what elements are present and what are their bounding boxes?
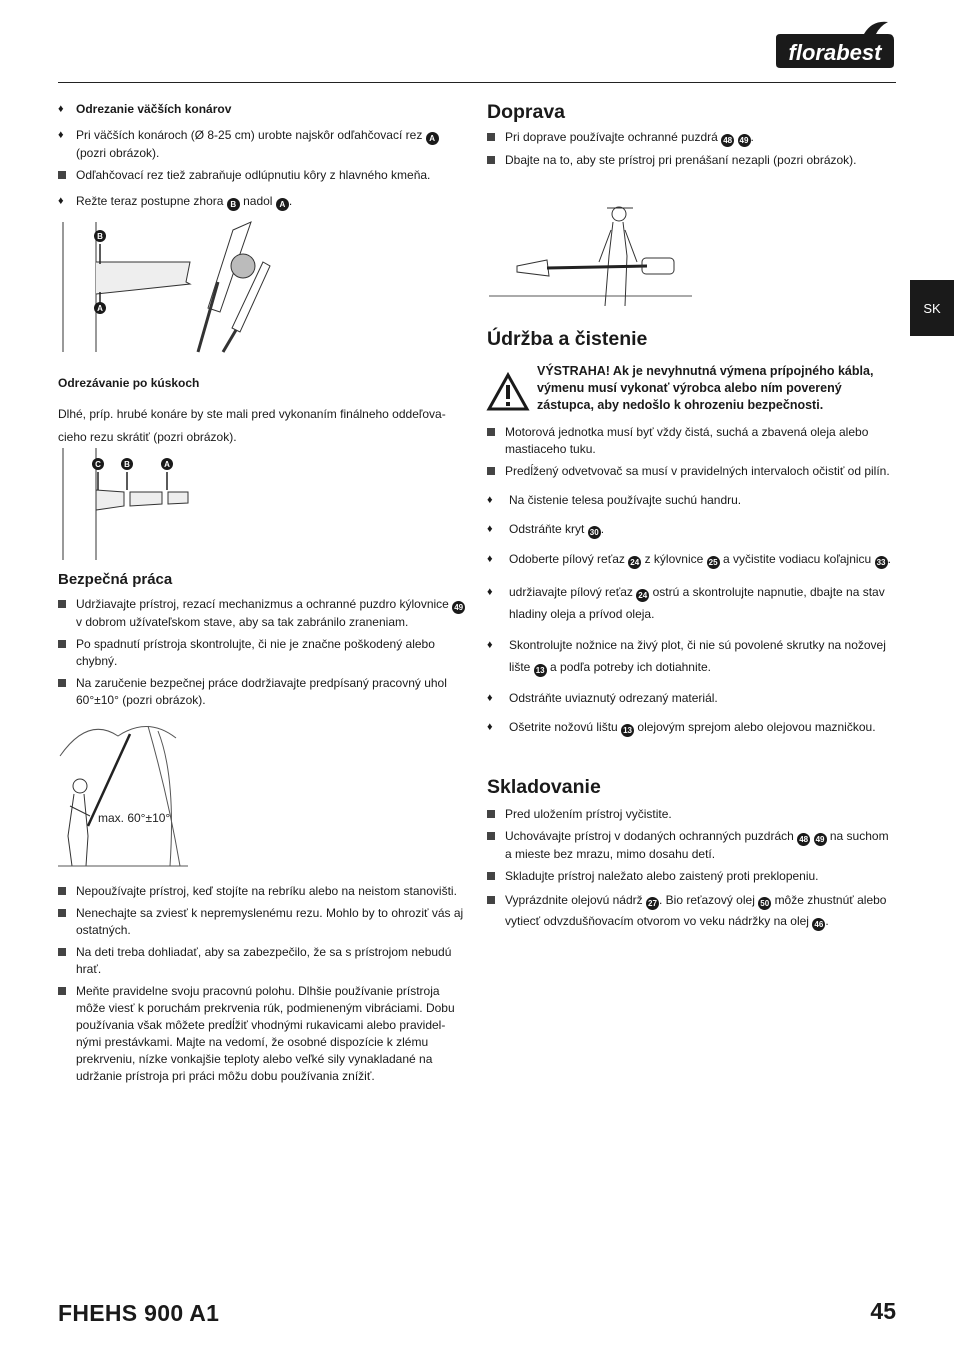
circle-label-a: A xyxy=(426,132,439,145)
circle-number: 24 xyxy=(628,556,641,569)
sklad-s4b: . Bio reťazový olej xyxy=(658,893,755,907)
odrezanie-title: Odrezanie väčších konárov xyxy=(76,102,232,116)
circle-number: 50 xyxy=(758,897,771,910)
square-bullet-icon xyxy=(58,600,66,608)
diamond-bullet-icon: ♦ xyxy=(487,586,493,598)
florabest-logo xyxy=(772,18,896,70)
bezpecna-b7: Meňte pravidelne svoju pracovnú polohu. Dlhšie používanie prístroja môže viesť k poruchám prekrvenia rúk, podmieneným vibráciami. Dobu používania však môžete predĺžiť vhodnými rukavicami alebo pravidel-nými prestávkami. Majte na vedomí, že osobné dispozície k zlému prekrveniu, nízke vonkajšie teploty alebo veľké sily vynakladané na udržanie prístroja pri práci môžu dobu používania znížiť. xyxy=(76,984,455,1083)
square-bullet-icon xyxy=(487,832,495,840)
page-number: 45 xyxy=(870,1298,896,1324)
doprava-d1a: Pri doprave používajte ochranné puzdrá xyxy=(505,130,718,144)
doprava-section: Doprava Pri doprave používajte ochranné puzdrá 48 49 . Dbajte na to, aby ste prístroj pri prenášaní nezapli (pozri obrázok). xyxy=(487,104,897,169)
square-bullet-icon xyxy=(487,810,495,818)
bezpecna-b2: Po spadnutí prístroja skontrolujte, či nie je značne poškodený alebo chybný. xyxy=(76,637,435,668)
circle-label-b: B xyxy=(227,198,240,211)
working-angle-illustration xyxy=(58,716,188,872)
square-bullet-icon xyxy=(487,428,495,436)
kuskoch-title: Odrezávanie po kúskoch xyxy=(58,376,200,390)
diamond-bullet-icon: ♦ xyxy=(487,523,493,535)
bezpecna-title: Bezpečná práca xyxy=(58,571,173,588)
branch-cut-illustration xyxy=(58,222,278,352)
square-bullet-icon xyxy=(58,887,66,895)
udrzba-u8: Odstráňte uviaznutý odrezaný materiál. xyxy=(509,691,718,705)
udrzba-u9b: olejovým sprejom alebo olejovou mazničkou. xyxy=(637,720,876,734)
udrzba-u9a: Ošetrite nožovú lištu xyxy=(509,720,618,734)
udrzba-u5b: z kýlovnice xyxy=(644,552,704,566)
odrezanie-p3b: nadol xyxy=(243,194,273,208)
circle-number: 33 xyxy=(875,556,888,569)
diamond-bullet-icon: ♦ xyxy=(487,721,493,733)
square-bullet-icon xyxy=(58,679,66,687)
udrzba-u5a: Odoberte pílový reťaz xyxy=(509,552,625,566)
diamond-bullet-icon: ♦ xyxy=(58,103,64,115)
udrzba-u2: Predĺžený odvetvovač sa musí v pravidelných intervaloch očistiť od pilín. xyxy=(505,464,890,478)
odrezanie-p1a: Pri väčších konároch (Ø 8-25 cm) urobte najskôr odľahčovací rez xyxy=(76,128,423,142)
kuskoch-section xyxy=(58,375,468,449)
carrying-illustration xyxy=(487,196,697,316)
circle-label-a: A xyxy=(276,198,289,211)
square-bullet-icon xyxy=(487,872,495,880)
warning-text: VÝSTRAHA! Ak je nevyhnutná výmena prípojného kábla, výmenu musí vykonať výrobca alebo ním poverený zástupca, aby nedošlo k ohrozeniu bezpečnosti. xyxy=(537,364,874,412)
odrezanie-p2: Odľahčovací rez tiež zabraňuje odlúpnutiu kôry z hlavného kmeňa. xyxy=(76,168,431,182)
udrzba-u4a: Odstráňte kryt xyxy=(509,522,585,536)
sklad-title: Skladovanie xyxy=(487,776,601,798)
brand-text: florabest xyxy=(788,40,882,65)
diamond-bullet-icon: ♦ xyxy=(487,639,493,651)
bezpecna-b4: Nepoužívajte prístroj, keď stojíte na rebríku alebo na neistom stanovišti. xyxy=(76,884,457,898)
udrzba-u6b: ostrú a skontrolujte napnutie, dbajte na stav hladiny oleja a prívod oleja. xyxy=(509,585,885,621)
diamond-bullet-icon: ♦ xyxy=(58,195,64,207)
circle-number: 24 xyxy=(636,589,649,602)
bezpecna-b6: Na deti treba dohliadať, aby sa zabezpečilo, že sa s prístrojom nebudú hrať. xyxy=(76,945,452,976)
sklad-s4a: Vyprázdnite olejovú nádrž xyxy=(505,893,643,907)
sklad-s3: Skladujte prístroj naležato alebo zaistený proti preklopeniu. xyxy=(505,869,819,883)
circle-number: 49 xyxy=(738,134,751,147)
diamond-bullet-icon: ♦ xyxy=(487,553,493,565)
circle-number: 49 xyxy=(814,833,827,846)
angle-label: max. 60°±10° xyxy=(98,811,171,825)
svg-text:A: A xyxy=(97,304,103,313)
udrzba-title: Údržba a čistenie xyxy=(487,328,648,350)
sklad-s2b: na suchom a mieste bez mrazu, mimo dosahu detí. xyxy=(505,829,889,861)
udrzba-u5c: a vyčistite vodiacu koľajnicu xyxy=(722,552,872,566)
sklad-s1: Pred uložením prístroj vyčistite. xyxy=(505,807,672,821)
square-bullet-icon xyxy=(58,987,66,995)
circle-number: 48 xyxy=(797,833,810,846)
circle-number: 13 xyxy=(621,724,634,737)
udrzba-u7b: a podľa potreby ich dotiahnite. xyxy=(550,660,711,674)
diamond-bullet-icon: ♦ xyxy=(487,692,493,704)
square-bullet-icon xyxy=(58,171,66,179)
bezpecna-b5: Nenechajte sa zviesť k nepremyslenému rezu. Mohlo by to ohroziť vás aj ostatných. xyxy=(76,906,464,937)
square-bullet-icon xyxy=(487,467,495,475)
circle-number: 48 xyxy=(721,134,734,147)
circle-number: 13 xyxy=(534,664,547,677)
sklad-s2a: Uchovávajte prístroj v dodaných ochranných puzdrách xyxy=(505,829,794,843)
square-bullet-icon xyxy=(58,640,66,648)
diamond-bullet-icon: ♦ xyxy=(58,129,64,141)
udrzba-u3: Na čistenie telesa používajte suchú handru. xyxy=(509,493,742,507)
circle-number: 30 xyxy=(588,526,601,539)
bezpecna-section-2 xyxy=(58,883,468,1085)
udrzba-u6a: udržiavajte pílový reťaz xyxy=(509,585,633,599)
footer-model: FHEHS 900 A1 xyxy=(58,1300,220,1326)
square-bullet-icon xyxy=(487,156,495,164)
piece-cut-illustration xyxy=(58,448,198,560)
bezpecna-b1b: v dobrom užívateľskom stave, aby sa tak zabránilo zraneniam. xyxy=(76,615,409,629)
square-bullet-icon xyxy=(487,133,495,141)
warning-triangle-icon xyxy=(487,373,529,411)
square-bullet-icon xyxy=(58,948,66,956)
circle-number: 27 xyxy=(646,897,659,910)
odrezanie-p1b: (pozri obrázok). xyxy=(76,146,160,160)
bezpecna-b3: Na zaručenie bezpečnej práce dodržiavajte predpísaný pracovný uhol 60°±10° (pozri obrázok). xyxy=(76,676,447,707)
odrezanie-p3a: Režte teraz postupne zhora xyxy=(76,194,224,208)
sklad-s4c: môže zhustnúť alebo vytiecť odvzdušňovacím otvorom vo veku nádržky na olej xyxy=(505,893,887,928)
doprava-d2: Dbajte na to, aby ste prístroj pri prenášaní nezapli (pozri obrázok). xyxy=(505,153,857,167)
circle-number: 25 xyxy=(707,556,720,569)
kuskoch-text: Dlhé, príp. hrubé konáre by ste mali pred vykonaním finálneho oddeľova-cieho rezu skrátiť (pozri obrázok). xyxy=(58,407,446,444)
svg-text:B: B xyxy=(97,232,103,241)
svg-text:A: A xyxy=(164,460,170,469)
left-column: ♦ Odrezanie väčších konárov ♦ Pri väčších konároch (Ø 8-25 cm) urobte najskôr odľahčovací rez A (pozri obrázok). Odľahčovací rez tiež zabraňuje odlúpnutiu kôry z hlavného kmeňa. ♦ Režte teraz postupne zhora B nadol A . xyxy=(58,101,468,211)
udrzba-u1: Motorová jednotka musí byť vždy čistá, suchá a zbavená oleja alebo mastiaceho tuku. xyxy=(505,425,869,456)
circle-number: 49 xyxy=(452,601,465,614)
diamond-bullet-icon: ♦ xyxy=(487,494,493,506)
square-bullet-icon xyxy=(487,896,495,904)
bezpecna-section xyxy=(58,571,468,709)
svg-text:C: C xyxy=(95,460,101,469)
sklad-section: Skladovanie Pred uložením prístroj vyčistite. Uchovávajte prístroj v dodaných ochranných puzdrách 48 49 na suchom a mieste bez mrazu, mimo dosahu detí. Skladujte prístroj naležato alebo zaistený proti preklopeniu. Vyprázdnite olejovú nádrž 27 . Bio reťazový olej 50 môže zhustnúť alebo vytiecť odvzdušňovacím otvorom vo veku nádržky na olej 46 . xyxy=(487,779,897,932)
square-bullet-icon xyxy=(58,909,66,917)
doprava-title: Doprava xyxy=(487,101,566,123)
bezpecna-b1a: Udržiavajte prístroj, rezací mechanizmus a ochranné puzdro kýlovnice xyxy=(76,597,449,611)
header-rule xyxy=(58,82,896,83)
udrzba-section: Údržba a čistenie VÝSTRAHA! Ak je nevyhnutná výmena prípojného kábla, výmenu musí vykonať výrobca alebo ním poverený zástupca, aby nedošlo k ohrozeniu bezpečnosti. Motorová jednotka musí byť vždy čistá, suchá a zbavená oleja alebo mastiaceho tuku. Predĺžený odvetvovač sa musí v pravidelných intervaloch očistiť od pilín. ♦ Na čistenie telesa používajte suchú handru. ♦ Odstráňte kryt 30 . ♦ Odoberte pílový reťaz 24 z kýlovnice 25 a vyčistite vodiacu koľajnicu 33 . ♦ udržiavajte pílový reťaz 24 ostrú a skontrolujte napnutie, dbajte na stav hladiny oleja a prívod oleja. ♦ Skontrolujte nožnice na živý plot, či nie sú povolené skrutky na nožovej lište 13 a podľa potreby ich dotiahnite. ♦ Odstráňte uviaznutý odrezaný materiál. ♦ Ošetrite nožovú lištu 13 olejovým sprejom alebo olejovou mazničkou. xyxy=(487,331,897,737)
svg-text:B: B xyxy=(124,460,130,469)
language-tab: SK xyxy=(910,280,954,336)
udrzba-u7a: Skontrolujte nožnice na živý plot, či nie sú povolené skrutky na nožovej lište xyxy=(509,638,886,674)
circle-number: 46 xyxy=(812,918,825,931)
